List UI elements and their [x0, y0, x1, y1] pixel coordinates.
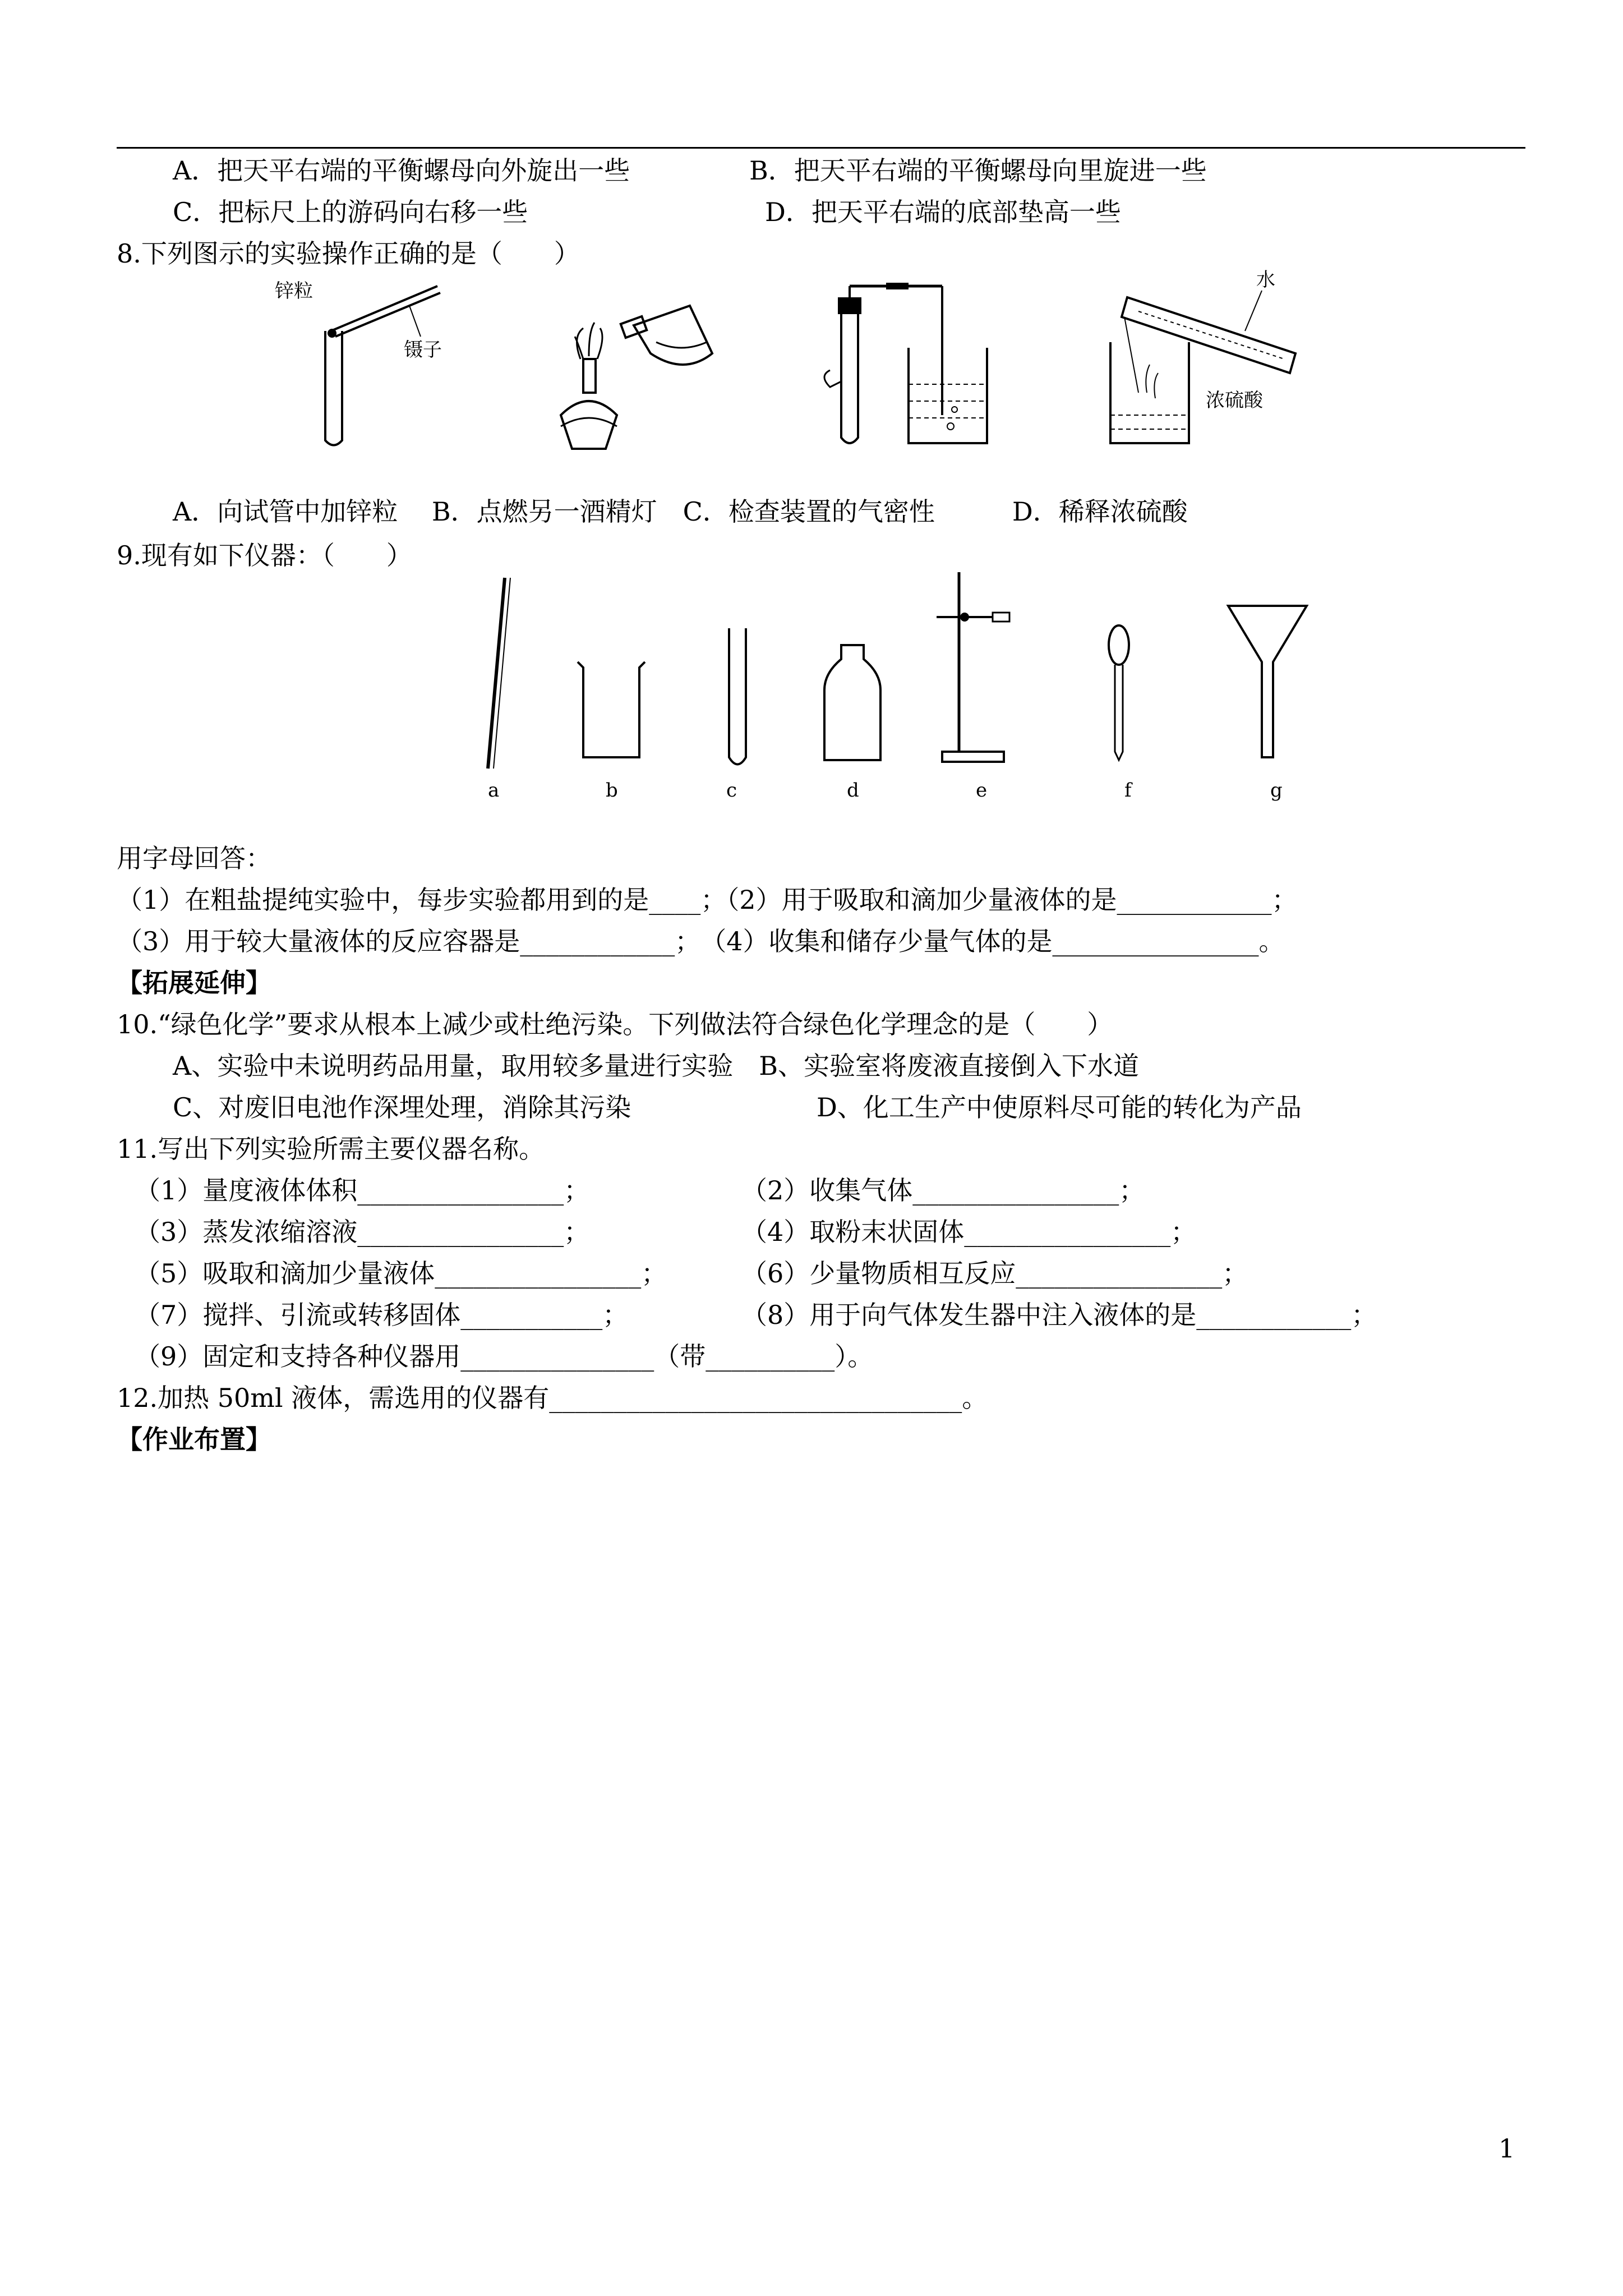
- q9-line2: （3）用于较大量液体的反应容器是____________； （4）收集和储存少量气体的是________________。: [117, 926, 1285, 956]
- instrument-label-d: d: [847, 779, 859, 802]
- instrument-label-c: c: [726, 779, 737, 802]
- q8-options: A．向试管中加锌粒 B．点燃另一酒精灯 C．检查装置的气密性 D．稀释浓硫酸: [173, 496, 1188, 527]
- q11-item-7: （7）搅拌、引流或转移固体___________；: [135, 1300, 629, 1330]
- q9-line1: （1）在粗盐提纯实验中，每步实验都用到的是____；（2）用于吸取和滴加少量液体的是____________；: [117, 885, 1298, 915]
- zinc-label: 锌粒: [275, 280, 313, 302]
- figure-c-airtightness: [808, 275, 1021, 454]
- q11-item-2: （2）收集气体________________；: [741, 1175, 1145, 1205]
- page-number: 1: [1498, 2133, 1515, 2164]
- q10-row2-a: C、对废旧电池作深埋处理，消除其污染: [173, 1092, 631, 1122]
- q9-instruments-figure: [477, 561, 1352, 808]
- top-rule: [117, 147, 1525, 149]
- figure-a-test-tube: [269, 275, 482, 454]
- q11-item-8: （8）用于向气体发生器中注入液体的是____________；: [741, 1300, 1377, 1330]
- instrument-label-b: b: [606, 779, 618, 802]
- instrument-label-e: e: [976, 779, 988, 802]
- instrument-label-a: a: [488, 779, 500, 802]
- tweezers-label: 镊子: [404, 339, 442, 361]
- q9-hint: 用字母回答：: [117, 843, 271, 873]
- q11-item-5: （5）吸取和滴加少量液体________________；: [135, 1258, 667, 1289]
- water-label: 水: [1256, 269, 1275, 291]
- q8-stem: 8.下列图示的实验操作正确的是（ ）: [117, 238, 580, 269]
- section-homework-heading: 【作业布置】: [117, 1424, 271, 1455]
- figure-d-dilute-acid: [1094, 264, 1329, 454]
- q10-row1: A、实验中未说明药品用量，取用较多量进行实验 B、实验室将废液直接倒入下水道: [173, 1051, 1140, 1081]
- q7-option-d: D．把天平右端的底部垫高一些: [765, 197, 1121, 227]
- instrument-label-f: f: [1124, 779, 1132, 802]
- q11-item-6: （6）少量物质相互反应________________；: [741, 1258, 1248, 1289]
- section-extend-heading: 【拓展延伸】: [117, 968, 271, 998]
- q11-item-9: （9）固定和支持各种仪器用_______________（带__________）。: [135, 1341, 874, 1372]
- q9-stem: 9.现有如下仪器：（ ）: [117, 540, 412, 570]
- q11-item-4: （4）取粉末状固体________________；: [741, 1217, 1197, 1247]
- q11-item-1: （1）量度液体体积________________；: [135, 1175, 590, 1205]
- figure-b-alcohol-lamps: [538, 275, 740, 454]
- instrument-label-g: g: [1270, 779, 1283, 802]
- q10-row2-b: D、化工生产中使原料尽可能的转化为产品: [817, 1092, 1302, 1122]
- q7-option-c: C．把标尺上的游码向右移一些: [173, 197, 528, 227]
- q7-option-b: B．把天平右端的平衡螺母向里旋进一些: [749, 155, 1207, 186]
- acid-label: 浓硫酸: [1206, 389, 1263, 412]
- q11-stem: 11.写出下列实验所需主要仪器名称。: [117, 1134, 545, 1164]
- q11-item-3: （3）蒸发浓缩溶液________________；: [135, 1217, 590, 1247]
- q10-stem: 10.“绿色化学”要求从根本上减少或杜绝污染。下列做法符合绿色化学理念的是（ ）: [117, 1009, 1113, 1039]
- q7-option-a: A．把天平右端的平衡螺母向外旋出一些: [173, 155, 630, 186]
- q12: 12.加热 50ml 液体，需选用的仪器有________________________________。: [117, 1383, 988, 1413]
